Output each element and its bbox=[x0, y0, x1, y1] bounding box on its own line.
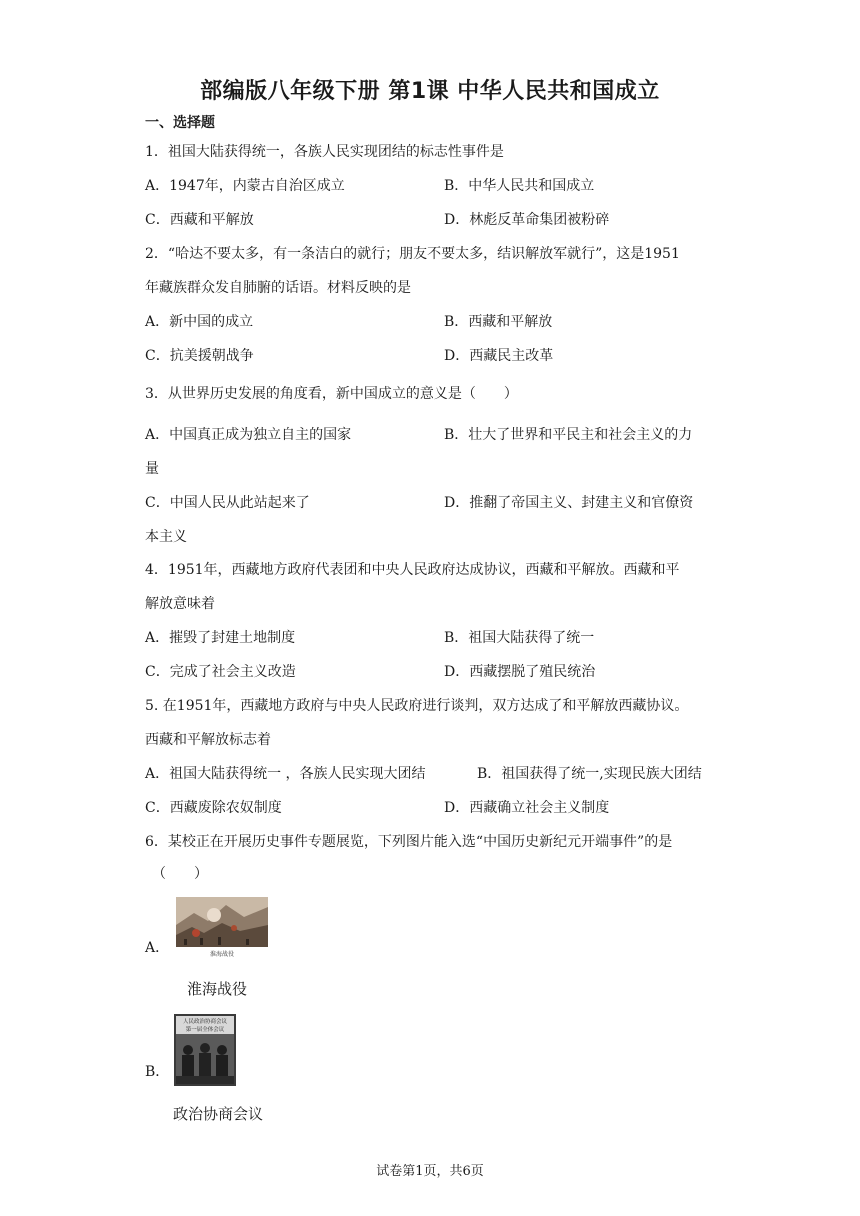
question-1-option-a[interactable]: A．1947年，内蒙古自治区成立 bbox=[145, 178, 345, 194]
question-5-option-a[interactable]: A．祖国大陆获得统一 ，各族人民实现大团结 bbox=[145, 766, 426, 782]
question-1-option-c[interactable]: C．西藏和平解放 bbox=[145, 212, 254, 228]
question-3-stem: 3．从世界历史发展的角度看，新中国成立的意义是（ ） bbox=[145, 386, 518, 402]
question-2-option-c[interactable]: C．抗美援朝战争 bbox=[145, 348, 254, 364]
question-5-option-d[interactable]: D．西藏确立社会主义制度 bbox=[444, 800, 610, 816]
section-heading: 一、选择题 bbox=[145, 115, 215, 131]
cppcc-session-photo[interactable] bbox=[174, 1014, 236, 1086]
question-3-option-b[interactable]: B．壮大了世界和平民主和社会主义的力 bbox=[444, 427, 693, 443]
huaihai-campaign-photo[interactable] bbox=[174, 895, 270, 959]
question-5-option-c[interactable]: C．西藏废除农奴制度 bbox=[145, 800, 282, 816]
question-2-option-d[interactable]: D．西藏民主改革 bbox=[444, 348, 554, 364]
question-4-option-b[interactable]: B．祖国大陆获得了统一 bbox=[444, 630, 595, 646]
page-title: 部编版八年级下册 第1课 中华人民共和国成立 bbox=[200, 79, 660, 104]
question-6-option-b-caption: 政治协商会议 bbox=[173, 1105, 264, 1123]
question-2-stem-line-2: 年藏族群众发自肺腑的话语。材料反映的是 bbox=[145, 280, 411, 296]
question-3-option-d-continued: 本主义 bbox=[145, 529, 187, 545]
question-1-stem: 1．祖国大陆获得统一，各族人民实现团结的标志性事件是 bbox=[145, 144, 504, 160]
page-footer: 试卷第1页，共6页 bbox=[376, 1164, 484, 1179]
question-5-stem-line-1: 5. 在1951年，西藏地方政府与中央人民政府进行谈判，双方达成了和平解放西藏协议。 bbox=[145, 698, 689, 714]
question-4-option-d[interactable]: D．西藏摆脱了殖民统治 bbox=[444, 664, 596, 680]
question-6-stem: 6．某校正在开展历史事件专题展览，下列图片能入选“中国历史新纪元开端事件”的是 bbox=[145, 834, 673, 850]
question-2-option-b[interactable]: B．西藏和平解放 bbox=[444, 314, 553, 330]
question-3-option-c[interactable]: C．中国人民从此站起来了 bbox=[145, 495, 310, 511]
question-2-stem-line-1: 2．“哈达不要太多，有一条洁白的就行；朋友不要太多，结识解放军就行”，这是1951 bbox=[145, 246, 680, 262]
photo-caption-text: 淮海战役 bbox=[209, 951, 235, 958]
question-4-stem-line-1: 4．1951年，西藏地方政府代表团和中央人民政府达成协议，西藏和平解放。西藏和平 bbox=[145, 562, 680, 578]
question-4-option-c[interactable]: C．完成了社会主义改造 bbox=[145, 664, 296, 680]
question-6-answer-paren: （ ） bbox=[152, 866, 208, 882]
question-1-option-b[interactable]: B．中华人民共和国成立 bbox=[444, 178, 595, 194]
question-1-option-d[interactable]: D．林彪反革命集团被粉碎 bbox=[444, 212, 610, 228]
question-5-option-b[interactable]: B．祖国获得了统一,实现民族大团结 bbox=[477, 766, 702, 782]
question-3-option-a[interactable]: A．中国真正成为独立自主的国家 bbox=[145, 427, 352, 443]
question-4-option-a[interactable]: A．摧毁了封建土地制度 bbox=[145, 630, 296, 646]
question-4-stem-line-2: 解放意味着 bbox=[145, 596, 215, 612]
question-6-option-b-label[interactable]: B． bbox=[145, 1064, 170, 1080]
question-5-stem-line-2: 西藏和平解放标志着 bbox=[145, 732, 271, 748]
photo-banner-text-1: 人民政治协商会议 bbox=[182, 1019, 228, 1025]
question-6-option-a-caption: 淮海战役 bbox=[187, 980, 248, 998]
question-3-option-b-continued: 量 bbox=[145, 461, 159, 477]
question-2-option-a[interactable]: A．新中国的成立 bbox=[145, 314, 254, 330]
question-6-option-a-label[interactable]: A． bbox=[145, 940, 170, 956]
photo-banner-text-2: 第一届全体会议 bbox=[185, 1027, 225, 1033]
question-3-option-d[interactable]: D．推翻了帝国主义、封建主义和官僚资 bbox=[444, 495, 694, 511]
